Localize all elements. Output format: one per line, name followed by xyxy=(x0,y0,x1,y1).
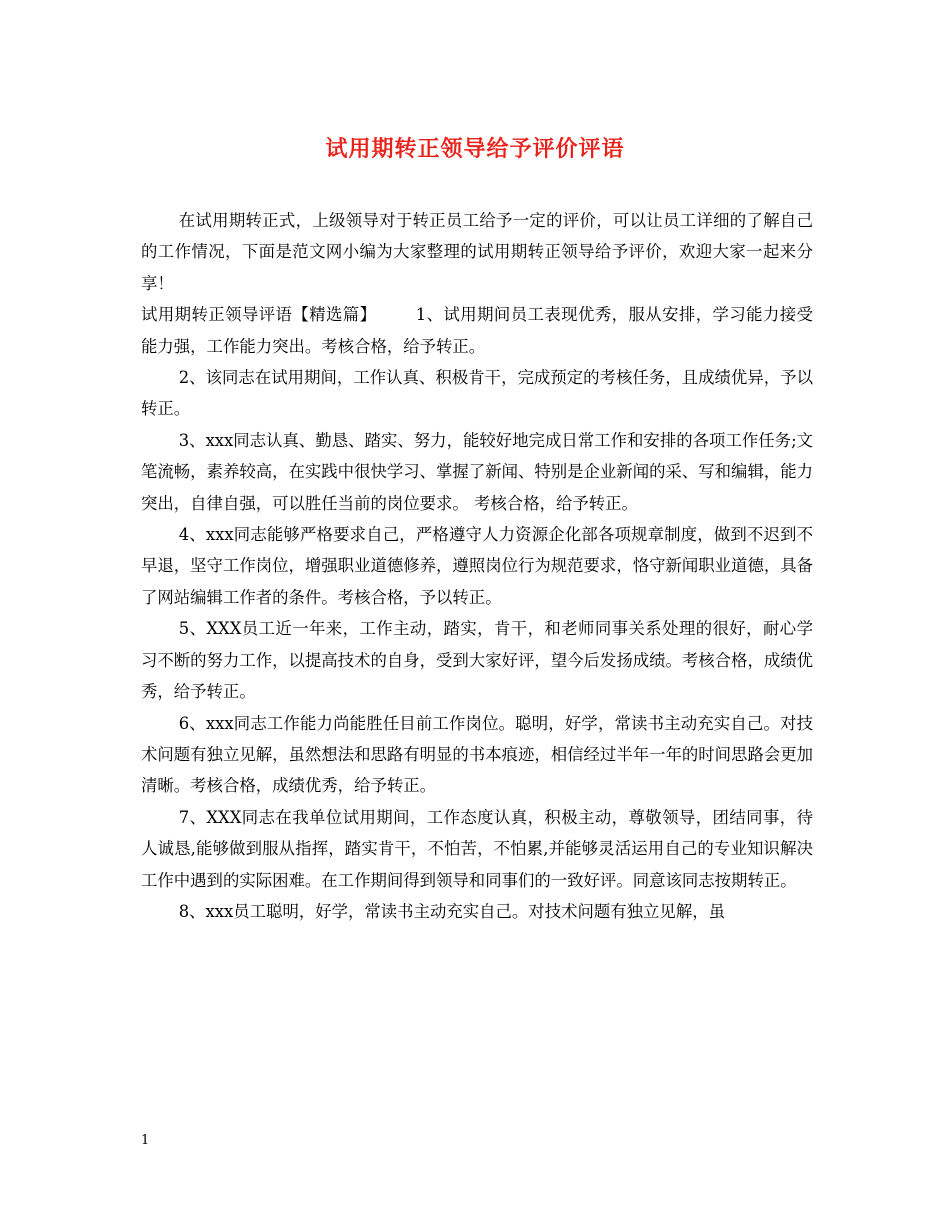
list-item-5: 5、XXX员工近一年来，工作主动，踏实，肯干，和老师同事关系处理的很好，耐心学习不断的努力工作，以提高技术的自身，受到大家好评，望今后发扬成绩。考核合格，成绩优秀，给予转正。 xyxy=(141,619,814,702)
page-number: 1 xyxy=(141,1133,150,1148)
list-item-3: 3、xxx同志认真、勤恳、踏实、努力，能较好地完成日常工作和安排的各项工作任务;文笔流畅，素养较高，在实践中很快学习、掌握了新闻、特别是企业新闻的采、写和编辑，能力突出，自律自强，可以胜任当前的岗位要求。 考核合格，给予转正。 xyxy=(141,430,814,513)
list-item-4: 4、xxx同志能够严格要求自己，严格遵守人力资源企化部各项规章制度，做到不迟到不早退，坚守工作岗位，增强职业道德修养，遵照岗位行为规范要求，恪守新闻职业道德，具备了网站编辑工作者的条件。考核合格，予以转正。 xyxy=(141,525,814,607)
section-heading: 试用期转正领导评语【精选篇】 xyxy=(141,305,377,325)
section-paragraph xyxy=(141,299,813,362)
list-item-2: 2、该同志在试用期间，工作认真、积极肯干，完成预定的考核任务，且成绩优异，予以转正。 xyxy=(141,368,813,419)
document-body xyxy=(141,205,813,927)
list-item-8: 8、xxx员工聪明，好学，常读书主动充实自己。对技术问题有独立见解，虽 xyxy=(178,901,725,921)
intro-paragraph: 在试用期转正式，上级领导对于转正员工给予一定的评价，可以让员工详细的了解自己的工作情况，下面是范文网小编为大家整理的试用期转正领导给予评价，欢迎大家一起来分享！ xyxy=(141,211,813,293)
document-title: 试用期转正领导给予评价评语 xyxy=(325,136,625,162)
list-item-1: 1、试用期间员工表现优秀，服从安排，学习能力接受能力强，工作能力突出。考核合格，给予转正。 xyxy=(141,305,813,356)
list-item-7: 7、XXX同志在我单位试用期间，工作态度认真，积极主动，尊敬领导，团结同事，待人诚恳,能够做到服从指挥，踏实肯干，不怕苦，不怕累,并能够灵活运用自己的专业知识解决工作中遇到的实际困难。在工作期间得到领导和同事们的一致好评。同意该同志按期转正。 xyxy=(141,807,813,890)
list-item-6: 6、xxx同志工作能力尚能胜任目前工作岗位。聪明，好学，常读书主动充实自己。对技术问题有独立见解，虽然想法和思路有明显的书本痕迹，相信经过半年一年的时间思路会更加清晰。考核合格，成绩优秀，给予转正。 xyxy=(141,713,814,796)
